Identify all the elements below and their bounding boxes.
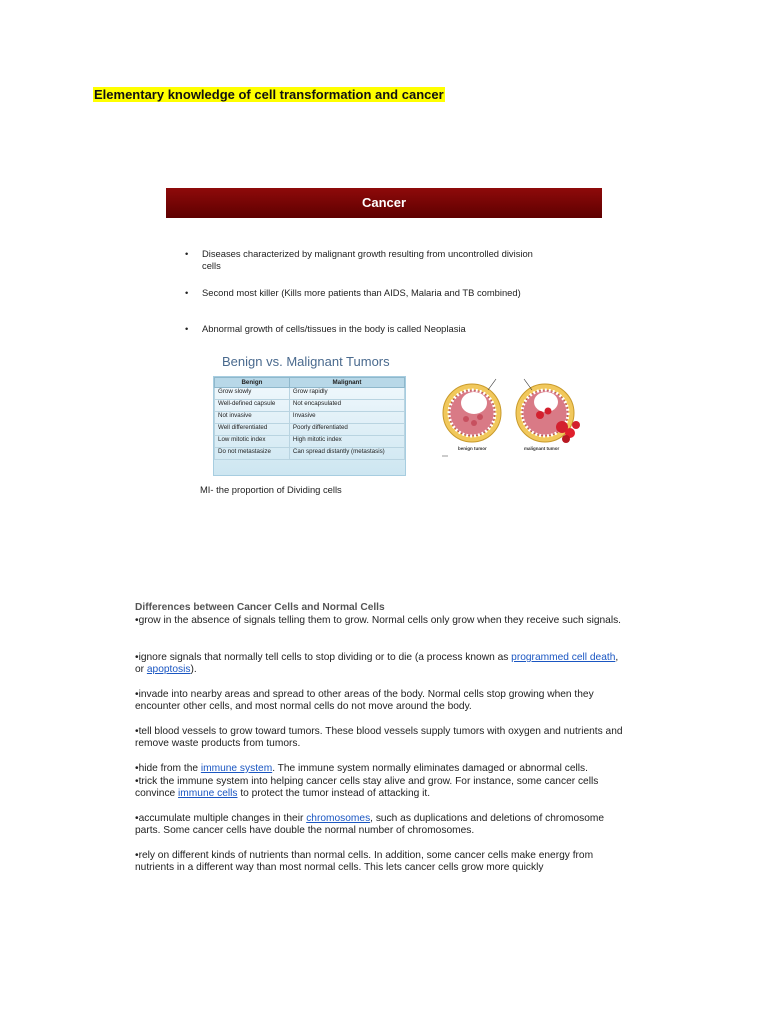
table-header-row bbox=[215, 378, 405, 388]
difference-text: , such as duplications and deletions of chromosome parts. Some cancer cells have double the normal number of chromosomes. bbox=[135, 813, 605, 837]
apoptosis-link[interactable]: apoptosis bbox=[146, 664, 191, 676]
slide-bullet-text: Abnormal growth of cells/tissues in the body is called Neoplasia bbox=[202, 323, 466, 334]
table-cell: Not encapsulated bbox=[289, 400, 404, 412]
difference-text: to protect the tumor instead of attacking it. bbox=[237, 788, 431, 800]
benign-tumor-label: benign tumor bbox=[458, 446, 487, 451]
difference-item: •rely on different kinds of nutrients than normal cells. In addition, some cancer cells make energy from nutrients in a different way than most normal cells. This lets cancer cells grow more quickly bbox=[135, 850, 594, 874]
table-row bbox=[215, 448, 405, 460]
benign-tumor-drawing bbox=[443, 379, 501, 442]
table-cell: Not invasive bbox=[215, 412, 290, 424]
table-row bbox=[215, 424, 405, 436]
difference-item: •invade into nearby areas and spread to other areas of the body. Normal cells stop growing when they encounter other cells, and most normal cells do not move around the body. bbox=[135, 689, 594, 713]
difference-text: •hide from the bbox=[135, 763, 201, 774]
malignant-tumor-drawing bbox=[516, 379, 580, 443]
comparison-table-title: Benign vs. Malignant Tumors bbox=[222, 354, 390, 369]
difference-text: . The immune system normally eliminates damaged or abnormal cells. bbox=[272, 763, 588, 774]
difference-item bbox=[135, 776, 630, 801]
programmed-cell-death-link[interactable]: programmed cell death bbox=[511, 652, 616, 663]
table-cell: Low mitotic index bbox=[215, 436, 290, 448]
table-cell: Well differentiated bbox=[215, 424, 290, 436]
difference-item: •grow in the absence of signals telling them to grow. Normal cells only grow when they receive such signals. bbox=[135, 615, 622, 626]
table-cell: Well-defined capsule bbox=[215, 400, 290, 412]
slide-bullet-text: Diseases characterized by malignant growth resulting from uncontrolled division bbox=[202, 248, 533, 259]
immune-system-link[interactable]: immune system bbox=[200, 763, 273, 774]
bullet-marker: • bbox=[185, 323, 189, 334]
chromosomes-link[interactable]: chromosomes bbox=[306, 813, 371, 824]
differences-heading: Differences between Cancer Cells and Normal Cells bbox=[135, 602, 385, 613]
difference-text: , or bbox=[135, 652, 619, 676]
table-cell: Do not metastasize bbox=[215, 448, 290, 460]
malignant-tumor-label: malignant tumor bbox=[524, 446, 560, 451]
difference-item bbox=[135, 813, 630, 838]
table-cell: High mitotic index bbox=[289, 436, 404, 448]
table-header-benign: Benign bbox=[215, 378, 290, 388]
difference-text: ). bbox=[190, 664, 197, 676]
mitotic-index-note: MI- the proportion of Dividing cells bbox=[200, 484, 342, 495]
comparison-table bbox=[213, 376, 406, 476]
bullet-marker: • bbox=[185, 248, 189, 259]
slide-banner: Cancer bbox=[166, 188, 602, 218]
difference-item bbox=[135, 763, 630, 775]
document-title: Elementary knowledge of cell transformation and cancer bbox=[94, 87, 444, 102]
slide-bullet-text: Second most killer (Kills more patients than AIDS, Malaria and TB combined) bbox=[202, 287, 521, 298]
table-cell: Poorly differentiated bbox=[289, 424, 404, 436]
table-header-malignant: Malignant bbox=[289, 378, 404, 388]
immune-cells-link[interactable]: immune cells bbox=[178, 788, 238, 800]
difference-text: •trick the immune system into helping cancer cells stay alive and grow. For instance, some cancer cells convince bbox=[135, 776, 599, 800]
slide-bullet-text-continued: cells bbox=[202, 260, 221, 271]
difference-text: •ignore signals that normally tell cells to stop dividing or to die (a process known as bbox=[135, 652, 512, 663]
table-row bbox=[215, 400, 405, 412]
table-row bbox=[215, 412, 405, 424]
difference-item bbox=[135, 652, 630, 677]
table-cell: Grow slowly bbox=[215, 388, 290, 400]
difference-text: •accumulate multiple changes in their bbox=[135, 813, 307, 824]
table-row bbox=[215, 388, 405, 400]
bullet-marker: • bbox=[185, 287, 189, 298]
table-cell: Can spread distantly (metastasis) bbox=[289, 448, 404, 460]
difference-item: •tell blood vessels to grow toward tumors. These blood vessels supply tumors with oxygen and nutrients and remove waste products from tumors. bbox=[135, 726, 623, 750]
tumor-illustration bbox=[440, 375, 600, 460]
table-cell: Invasive bbox=[289, 412, 404, 424]
table-cell: Grow rapidly bbox=[289, 388, 404, 400]
table-row bbox=[215, 436, 405, 448]
